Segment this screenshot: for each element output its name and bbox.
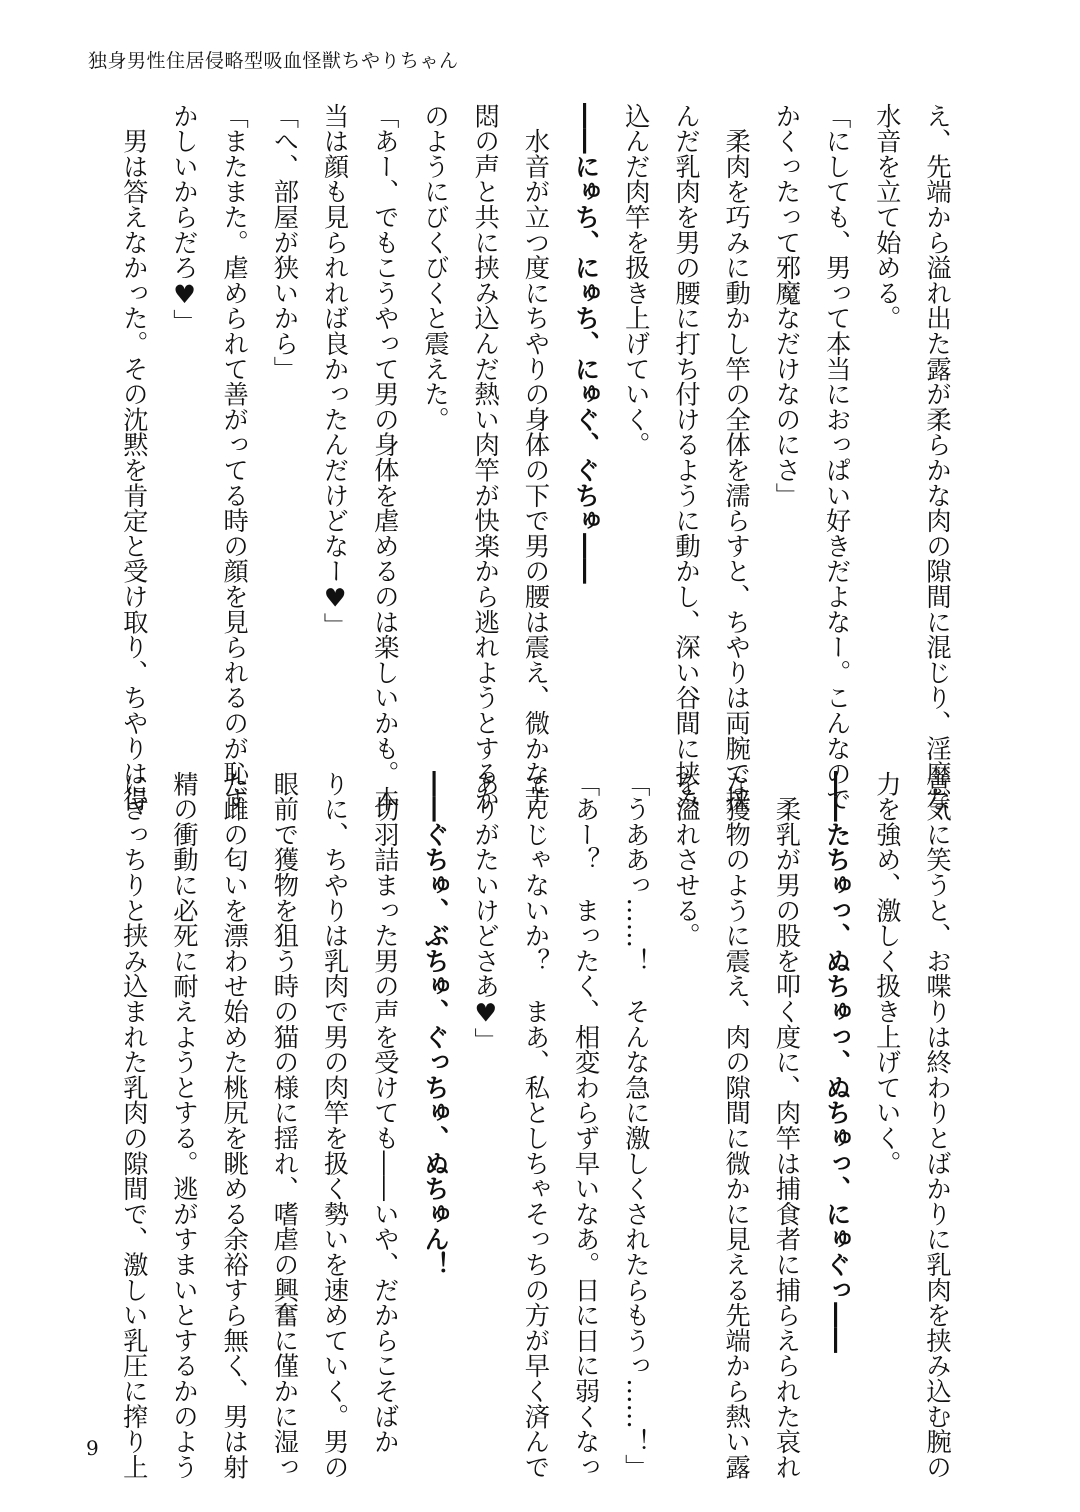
text-line: 当は顔も見られれば良かったんだけどなー♥」: [320, 103, 350, 638]
text-line: 柔肉を巧みに動かし竿の全体を濡らすと、ちやりは両腕で挟: [722, 103, 752, 812]
text-line: 力を強め、激しく扱き上げていく。: [872, 771, 902, 1176]
text-line: 眼前で獲物を狙う時の猫の様に揺れ、嗜虐の興奮に僅かに湿っ: [270, 771, 300, 1480]
text-line: のようにびくびくと震えた。: [420, 103, 450, 432]
text-line: 「またまた。虐められて善がってる時の顔を見られるのが恥ず: [220, 103, 250, 812]
text-line: 「うああっ……！ そんな急に激しくされたらもうっ……！」: [621, 771, 651, 1480]
text-line: かしいからだろ♥」: [169, 103, 199, 335]
lower-text-block: [112, 771, 962, 1480]
onomatopoeia-line: ――ぐちゅ、ぶちゅ、ぐっちゅ、ぬちゅん！: [420, 771, 450, 1277]
text-line: 精の衝動に必死に耐えようとする。逃がすまいとするかのよう: [169, 771, 199, 1480]
text-line: 水音が立つ度にちやりの身体の下で男の腰は震え、微かな苦: [521, 103, 551, 812]
upper-text-block: [112, 103, 962, 812]
page-number: 9: [86, 1436, 99, 1460]
onomatopoeia-line: ――たちゅっ、ぬちゅっ、ぬちゅっ、にゅぐっ――: [822, 771, 852, 1353]
text-line: な獲物のように震え、肉の隙間に微かに見える先端から熱い露: [722, 771, 752, 1480]
text-line: 男は答えなかった。その沈黙を肯定と受け取り、ちやりは得: [119, 103, 149, 812]
text-line: かくったって邪魔なだけなのにさ」: [772, 103, 802, 508]
text-line: 「あー、でもこうやって男の身体を虐めるのは楽しいかも。本: [370, 103, 400, 812]
text-line: 「にしても、男って本当におっぱい好きだよなー。こんなので: [822, 103, 852, 812]
text-line: た雌の匂いを漂わせ始めた桃尻を眺める余裕すら無く、男は射: [220, 771, 250, 1480]
text-line: ありがたいけどさあ♥」: [471, 771, 501, 1053]
text-line: 柔乳が男の股を叩く度に、肉竿は捕食者に捕らえられた哀れ: [772, 771, 802, 1480]
text-line: 「あー？ まったく、相変わらず早いなあ。日に日に弱くなっ: [571, 771, 601, 1480]
text-line: え、先端から溢れ出た露が柔らかな肉の隙間に混じり、淫靡な: [923, 103, 952, 812]
text-line: 意気に笑うと、お喋りは終わりとばかりに乳肉を挟み込む腕の: [923, 771, 952, 1480]
text-line: てんじゃないか？ まあ、私としちゃそっちの方が早く済んで: [521, 771, 551, 1480]
text-line: 「へ、部屋が狭いから」: [270, 103, 300, 382]
onomatopoeia-line: ――にゅち、にゅち、にゅぐ、ぐちゅ――: [571, 103, 601, 584]
text-line: にぎっちりと挟み込まれた乳肉の隙間で、激しい乳圧に搾り上: [119, 771, 149, 1480]
text-line: 込んだ肉竿を扱き上げていく。: [621, 103, 651, 458]
text-line: 水音を立て始める。: [872, 103, 902, 331]
text-line: を溢れさせる。: [671, 771, 701, 949]
text-line: りに、ちやりは乳肉で男の肉竿を扱く勢いを速めていく。男の: [320, 771, 350, 1480]
text-line: んだ乳肉を男の腰に打ち付けるように動かし、深い谷間に挟み: [671, 103, 701, 812]
text-line: 悶の声と共に挟み込んだ熱い肉竿が快楽から逃れようとするか: [471, 103, 501, 812]
running-header: 独身男性住居侵略型吸血怪獣ちやりちゃん: [88, 50, 459, 72]
text-line: 切羽詰まった男の声を受けても――いや、だからこそばか: [370, 771, 400, 1455]
